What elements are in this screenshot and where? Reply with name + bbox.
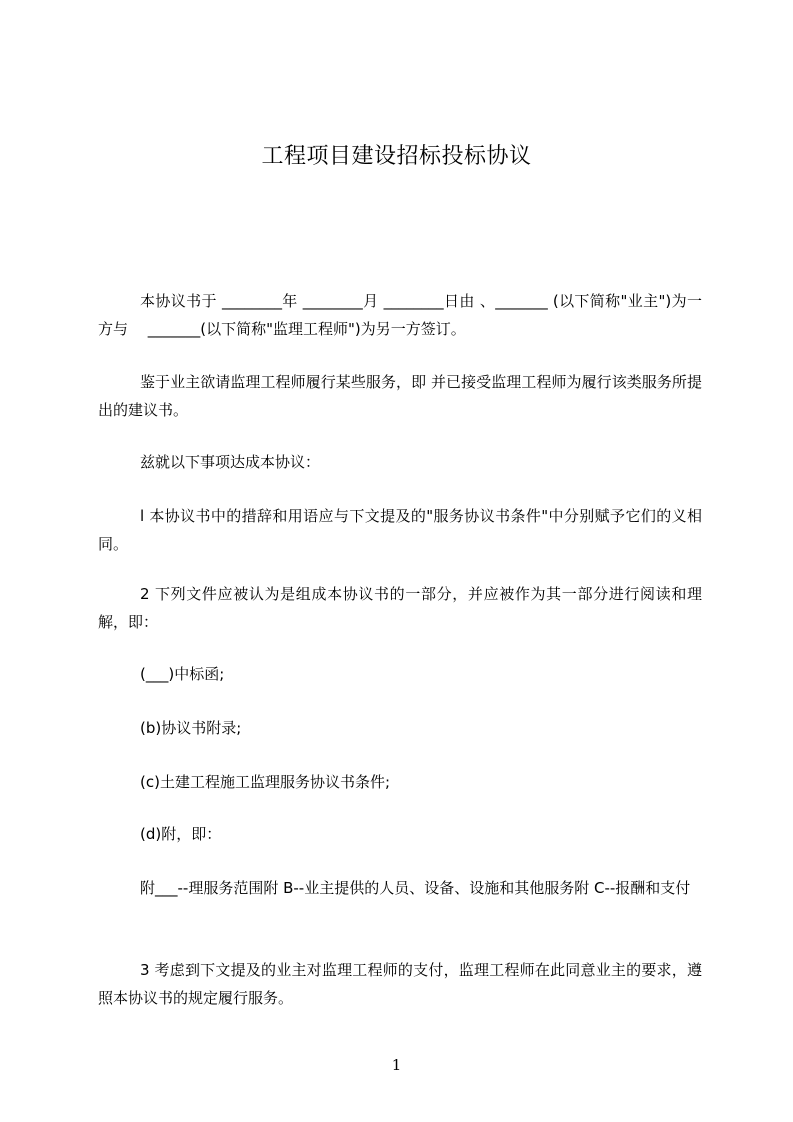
paragraph-whereas: 鉴于业主欲请监理工程师履行某些服务，即 并已接受监理工程师为履行该类服务所提出的建议书。	[98, 373, 702, 419]
list-item-d: (d)附，即：	[140, 825, 222, 843]
paragraph-appendices: 附___--理服务范围附 B--业主提供的人员、设备、设施和其他服务附 C--报酬和支付	[140, 879, 691, 897]
list-item-a: (___)中标函;	[140, 665, 225, 683]
page-number: 1	[391, 1056, 402, 1074]
list-item-b: (b)协议书附录;	[140, 719, 242, 737]
paragraph-clause-1: l 本协议书中的措辞和用语应与下文提及的"服务协议书条件"中分别赋予它们的义相同。	[98, 507, 702, 553]
paragraph-agreement-intro: 兹就以下事项达成本协议：	[140, 453, 321, 471]
paragraph-parties: 本协议书于 ________年 ________月 ________日由 、_______ (以下简称"业主")为一方与 _______(以下简称"监理工程师")为另一方签订。	[98, 292, 702, 338]
paragraph-clause-3: 3 考虑到下文提及的业主对监理工程师的支付，监理工程师在此同意业主的要求，遵照本协议书的规定履行服务。	[98, 961, 702, 1007]
paragraph-clause-2: 2 下列文件应被认为是组成本协议书的一部分，并应被作为其一部分进行阅读和理解，即：	[98, 585, 702, 631]
document-title: 工程项目建设招标投标协议	[261, 144, 532, 169]
list-item-c: (c)土建工程施工监理服务协议书条件;	[140, 773, 391, 791]
